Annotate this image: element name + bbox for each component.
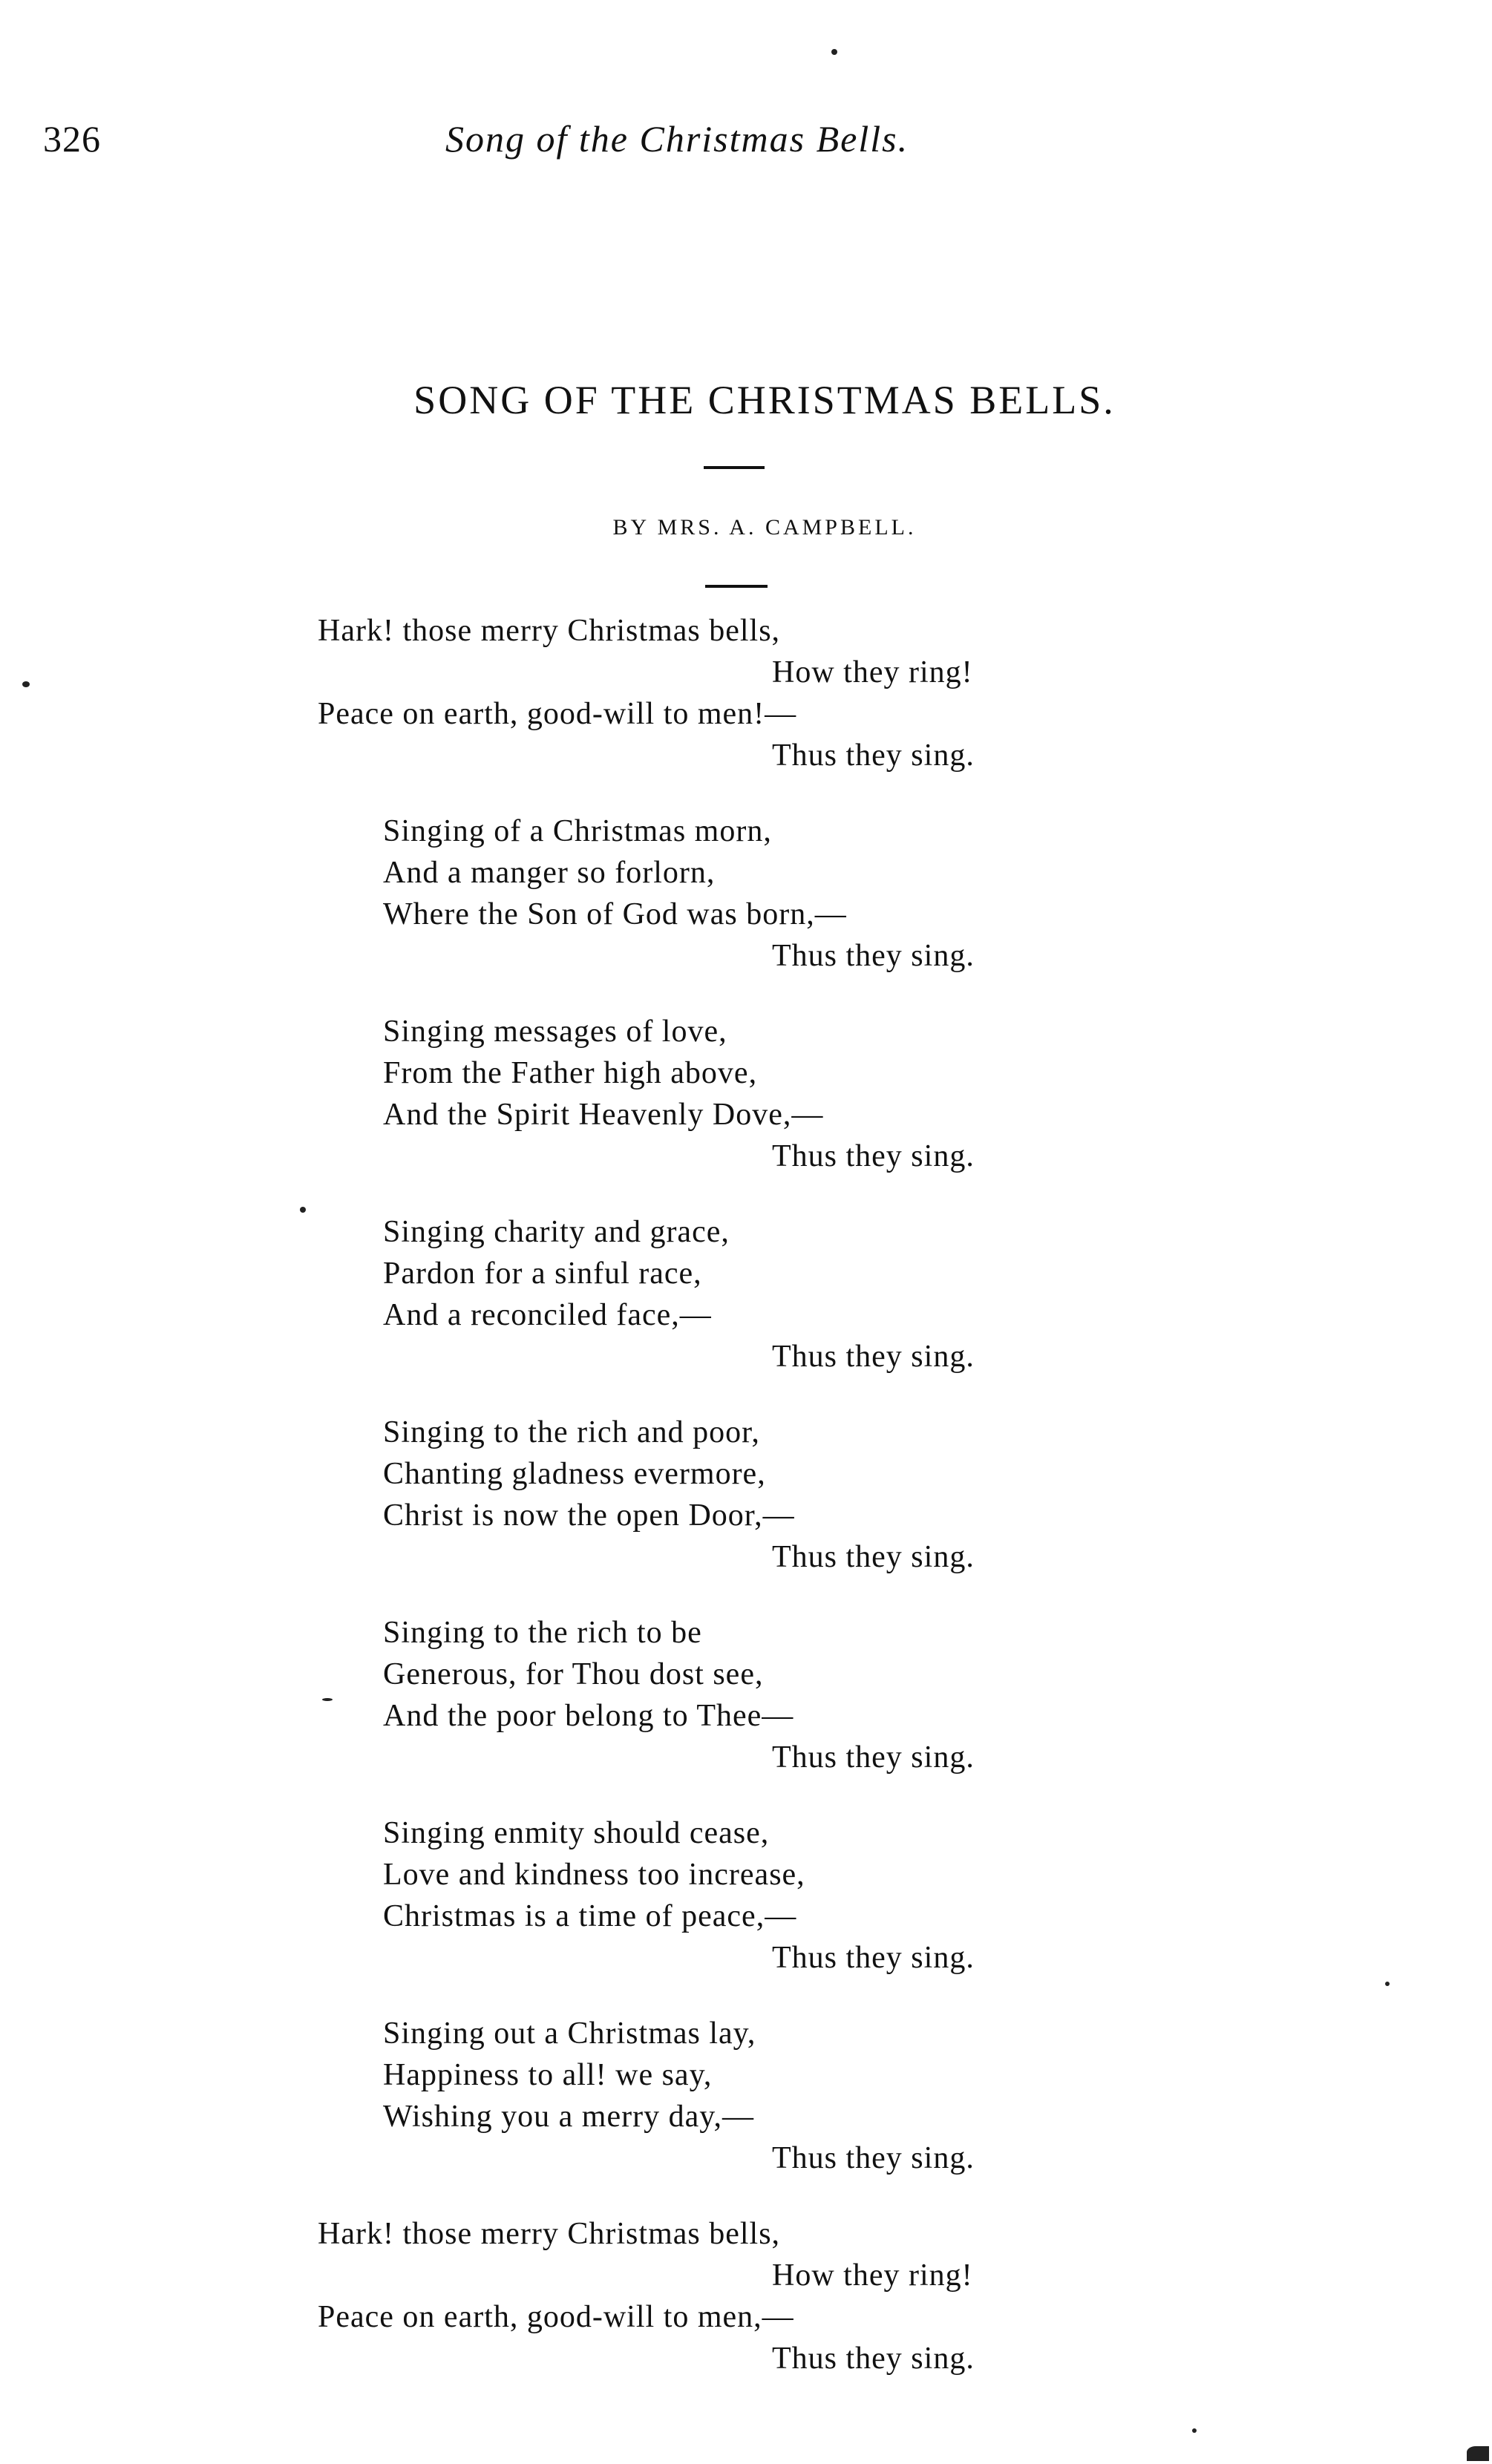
poem-line: And a reconciled face,— xyxy=(383,1298,712,1332)
stanza-gap xyxy=(0,2179,1492,2213)
poem-line: Christmas is a time of peace,— xyxy=(383,1899,797,1933)
scan-speck xyxy=(831,49,837,55)
poem-line: From the Father high above, xyxy=(383,1056,758,1090)
poem-line: Happiness to all! we say, xyxy=(383,2058,713,2092)
byline-divider xyxy=(705,585,768,588)
stanza xyxy=(0,2213,1492,2379)
refrain-line: Thus they sing. xyxy=(772,2141,975,2175)
scan-speck xyxy=(1385,1982,1390,1986)
refrain-line: Thus they sing. xyxy=(772,738,975,773)
refrain-line: Thus they sing. xyxy=(772,1340,975,1374)
stanza-gap xyxy=(0,977,1492,1011)
stanza-gap xyxy=(0,1778,1492,1812)
scan-speck xyxy=(300,1207,306,1213)
poem-line: Wishing you a merry day,— xyxy=(383,2100,754,2134)
stanza xyxy=(0,810,1492,977)
scan-speck xyxy=(322,1698,333,1701)
poem-line: Christ is now the open Door,— xyxy=(383,1498,795,1533)
refrain-line: How they ring! xyxy=(772,655,973,689)
poem-line: Singing to the rich to be xyxy=(383,1616,702,1650)
running-title: Song of the Christmas Bells. xyxy=(445,118,909,160)
poem-line: Singing enmity should cease, xyxy=(383,1816,770,1850)
stanza xyxy=(0,1612,1492,1778)
refrain-line: Thus they sing. xyxy=(772,2342,975,2376)
stanza xyxy=(0,1412,1492,1578)
page-number: 326 xyxy=(43,118,101,160)
stanza-gap xyxy=(0,776,1492,810)
refrain-line: How they ring! xyxy=(772,2258,973,2293)
running-header xyxy=(0,111,1492,171)
refrain-line: Thus they sing. xyxy=(772,1139,975,1173)
stanza-gap xyxy=(0,1979,1492,2013)
title-divider xyxy=(704,466,765,469)
scan-speck xyxy=(1467,2446,1489,2461)
poem-body xyxy=(0,610,1492,2379)
poem-line: Hark! those merry Christmas bells, xyxy=(318,2217,781,2251)
poem-line: Hark! those merry Christmas bells, xyxy=(318,614,781,648)
poem-line: Singing messages of love, xyxy=(383,1015,727,1049)
scan-speck xyxy=(1192,2428,1197,2433)
poem-line: And the poor belong to Thee— xyxy=(383,1699,794,1733)
refrain-line: Thus they sing. xyxy=(772,1740,975,1775)
stanza-gap xyxy=(0,1377,1492,1412)
poem-line: And a manger so forlorn, xyxy=(383,856,716,890)
stanza xyxy=(0,1011,1492,1177)
refrain-line: Thus they sing. xyxy=(772,939,975,973)
poem-line: Peace on earth, good-will to men!— xyxy=(318,697,797,731)
refrain-line: Thus they sing. xyxy=(772,1540,975,1574)
poem-line: Generous, for Thou dost see, xyxy=(383,1657,764,1691)
poem-line: Peace on earth, good-will to men,— xyxy=(318,2300,794,2334)
stanza xyxy=(0,2013,1492,2179)
poem-line: Chanting gladness evermore, xyxy=(383,1457,766,1491)
poem-line: Singing to the rich and poor, xyxy=(383,1415,760,1449)
poem-line: Pardon for a sinful race, xyxy=(383,1256,702,1291)
stanza xyxy=(0,1812,1492,1979)
stanza-gap xyxy=(0,1578,1492,1612)
poem-line: Singing out a Christmas lay, xyxy=(383,2016,756,2051)
refrain-line: Thus they sing. xyxy=(772,1941,975,1975)
stanza-gap xyxy=(0,1177,1492,1211)
scan-speck xyxy=(22,681,30,687)
poem-line: Love and kindness too increase, xyxy=(383,1858,805,1892)
stanza xyxy=(0,1211,1492,1377)
poem-line: Where the Son of God was born,— xyxy=(383,897,847,931)
poem-line: And the Spirit Heavenly Dove,— xyxy=(383,1098,824,1132)
poem-byline: BY MRS. A. CAMPBELL. xyxy=(612,515,917,540)
stanza xyxy=(0,610,1492,776)
poem-line: Singing charity and grace, xyxy=(383,1215,730,1249)
poem-line: Singing of a Christmas morn, xyxy=(383,814,772,848)
poem-title: SONG OF THE CHRISTMAS BELLS. xyxy=(413,378,1116,422)
